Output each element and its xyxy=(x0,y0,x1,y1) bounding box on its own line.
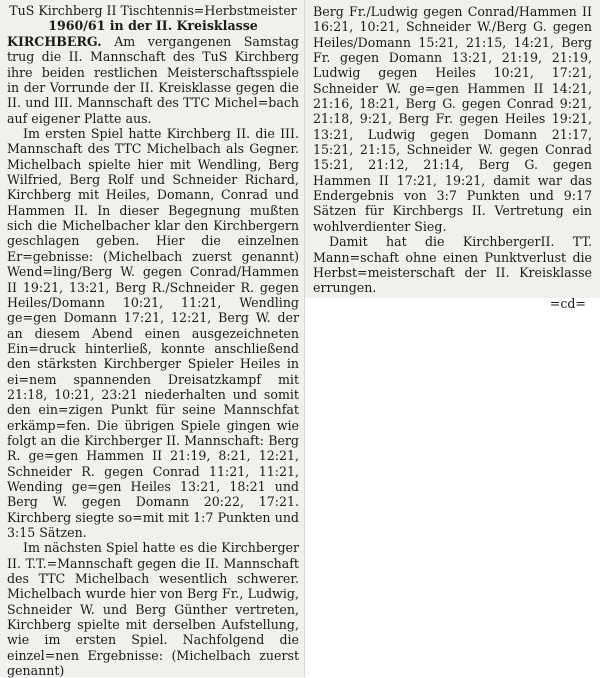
article-column-right xyxy=(305,0,600,311)
dateline: KIRCHBERG. xyxy=(7,34,102,49)
author-signature: =cd= xyxy=(549,295,586,311)
paragraph-second-match: Im nächsten Spiel hatte es die Kirchberger II. T.T.=Mannschaft gegen die II. Mannschaft des TTC Michelbach wesentlich schwerer. Michelbach wurde hier von Berg Fr., Ludwig, Schneider W. und Berg Günther vertreten, Kirchberg spielte mit derselben Aufstellung, wie im ersten Spiel. Nachfolgend die einzel=nen Ergebnisse: (Michelbach zuerst genannt) xyxy=(7,540,299,678)
paragraph-first-match: Im ersten Spiel hatte Kirchberg II. die III. Mannschaft des TTC Michelbach als Gegner. Michelbach spielte hier mit Wendling, Berg Wilfried, Berg Rolf und Schneider Richard, Kirchberg mit Heiles, Domann, Conrad und Hammen II. In dieser Begegnung mußten sich die Michelbacher klar den Kirchbergern geschlagen geben. Hier die einzelnen Er=gebnisse: (Michelbach zuerst genannt) Wend=ling/Berg W. gegen Conrad/Hammen II 19:21, 13:21, Berg R./Schneider R. gegen Heiles/Domann 10:21, 11:21, Wendling ge=gen Domann 17:21, 12:21, Berg W. der an diesem Abend einen ausgezeichneten Ein=druck hinterließ, konnte anschließend den stärksten Kirchberger Spieler Heiles in ei=nem spannenden Dreisatzkampf mit 21:18, 10:21, 23:21 niederhalten und somit den ein=zigen Punkt für seine Mannschfat erkämp=fen. Die übrigen Spiele gingen wie folgt an die Kirchberger II. Mannschaft: Berg R. ge=gen Hammen II 21:19, 8:21, 12:21, Schneider R. gegen Conrad 11:21, 11:21, Wending ge=gen Heiles 13:21, 18:21 und Berg W. gegen Domann 20:22, 17:21. Kirchberg siegte so=mit mit 1:7 Punkten und 3:15 Sätzen. xyxy=(7,126,299,540)
paragraph-conclusion: Damit hat die KirchbergerII. TT. Mann=schaft ohne einen Punktverlust die Herbst=meisterschaft der II. Kreisklasse errungen. xyxy=(313,234,592,296)
paragraph-second-match-results: Berg Fr./Ludwig gegen Conrad/Hammen II 16:21, 10:21, Schneider W./Berg G. gegen Heiles/Domann 15:21, 21:15, 14:21, Berg Fr. gegen Domann 13:21, 21:19, 21:19, Ludwig gegen Heiles 10:21, 17:21, Schneider W. ge=gen Hammen II 14:21, 21:16, 18:21, Berg G. gegen Conrad 9:21, 21:18, 9:21, Berg Fr. gegen Heiles 19:21, 13:21, Ludwig gegen Domann 21:17, 15:21, 21:15, Schneider W. gegen Conrad 15:21, 21:12, 21:14, Berg G. gegen Hammen II 17:21, 19:21, damit war das Endergebnis von 3:7 Punkten und 9:17 Sätzen für Kirchbergs II. Vertretung ein wohlverdienter Sieg. xyxy=(313,4,592,234)
headline-line-2: 1960/61 in der II. Kreisklasse xyxy=(48,18,258,33)
headline-line-1: TuS Kirchberg II Tischtennis=Herbstmeister xyxy=(9,3,297,18)
paragraph-intro xyxy=(7,34,299,126)
headline xyxy=(7,3,299,33)
paragraph-intro-text: Am vergangenen Samstag trug die II. Mannschaft des TuS Kirchberg ihre beiden restlichen Meisterschaftsspiele in der Vorrunde der II. Kreisklasse gegen die II. und III. Mannschaft des TTC Michel=bach auf eigener Platte aus. xyxy=(7,34,299,126)
